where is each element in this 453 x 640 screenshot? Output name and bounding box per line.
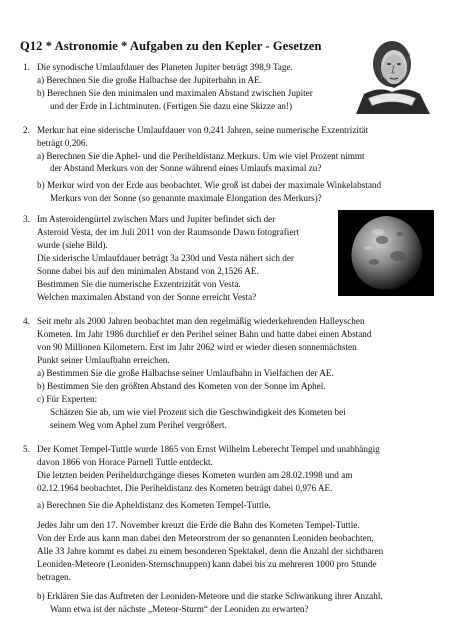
vesta-asteroid-image [338, 210, 434, 296]
section-4-line-4: Punkt seiner Umlaufbahn erreichen. [37, 355, 170, 365]
section-3-line-6: Bestimmen Sie die numerische Exzentrizität von Vesta. [37, 279, 241, 289]
section-2-line-6: Merkurs von der Sonne (so genannte maximale Elongation des Merkurs)? [50, 193, 322, 203]
section-4-line-8: Schätzen Sie ab, um wie viel Prozent sich die Geschwindigkeit des Kometen bei [50, 407, 346, 417]
section-4-line-3: von 90 Millionen Kilometern. Erst im Jahr 2062 wird er wieder diesen sonnennächsten [37, 342, 357, 352]
section-5-line-10: betragen. [37, 572, 71, 582]
section-2-number: 2. [23, 125, 30, 135]
section-3-line-7: Welchen maximalen Abstand von der Sonne erreicht Vesta? [37, 292, 257, 302]
section-4-line-5: a) Bestimmen Sie die große Halbachse seiner Umlaufbahn in Vielfachen der AE. [37, 368, 334, 378]
section-5-line-11: b) Erklären Sie das Auftreten der Leoniden-Meteore und die starke Schwankung ihrer Anzahl. [37, 591, 383, 601]
section-5-line-8: Alle 33 Jahre kommt es dabei zu einem besonderen Spektakel, denn die Anzahl der sichtbaren [37, 546, 384, 556]
section-5-line-5: a) Berechnen Sie die Apheldistanz des Kometen Tempel-Tuttle. [37, 500, 271, 510]
section-3-line-3: wurde (siehe Bild). [37, 240, 108, 250]
section-5-line-9: Leoniden-Meteore (Leoniden-Sternschnuppen) kann dabei bis zu mehreren 1000 pro Stunde [37, 559, 377, 569]
section-5-number: 5. [23, 444, 30, 454]
section-3-number: 3. [23, 214, 30, 224]
section-5-line-1: Der Komet Tempel-Tuttle wurde 1865 von Ernst Wilhelm Leberecht Tempel und unabhängig [37, 444, 380, 454]
section-4-line-6: b) Bestimmen Sie den größten Abstand des Kometen von der Sonne im Aphel. [37, 381, 326, 391]
section-5-line-12: Wann etwa ist der nächste „Meteor-Sturm“ der Leoniden zu erwarten? [50, 604, 309, 614]
section-1-line-3: b) Berechnen Sie den minimalen und maximalen Abstand zwischen Jupiter [37, 88, 313, 98]
section-5-line-2: davon 1866 von Horace Parnell Tuttle entdeckt. [37, 457, 213, 467]
section-3-line-4: Die siderische Umlaufdauer beträgt 3a 230d und Vesta nähert sich der [37, 253, 294, 263]
section-3-line-5: Sonne dabei bis auf den minimalen Abstand von 2,1526 AE. [37, 266, 259, 276]
section-5-line-6: Jedes Jahr um den 17. November kreuzt die Erde die Bahn des Kometen Tempel-Tuttle. [37, 520, 360, 530]
section-5-line-3: Die letzten beiden Periheldurchgänge dieses Kometen wurden am 28.02.1998 und am [37, 470, 353, 480]
worksheet-title: Q12 * Astronomie * Aufgaben zu den Kepler - Gesetzen [20, 39, 322, 53]
section-3-line-1: Im Asteroidengürtel zwischen Mars und Jupiter befindet sich der [37, 214, 276, 224]
section-4-line-9: seinem Weg vom Aphel zum Perihel vergrößert. [50, 420, 227, 430]
section-2-line-3: a) Berechnen Sie die Aphel- und die Periheldistanz Merkurs. Um wie viel Prozent nimmt [37, 151, 365, 161]
kepler-portrait-image [350, 36, 434, 114]
section-4-line-2: Kometen. Im Jahr 1986 durchlief er den Perihel seiner Bahn und hatte dabei einen Abstand [37, 329, 372, 339]
section-2-line-1: Merkur hat eine siderische Umlaufdauer von 0,241 Jahren, seine numerische Exzentrizität [37, 125, 369, 135]
section-1-line-1: Die synodische Umlaufdauer des Planeten Jupiter beträgt 398,9 Tage. [37, 62, 293, 72]
section-1-line-4: und der Erde in Lichtminuten. (Fertigen Sie dazu eine Skizze an!) [50, 101, 293, 111]
section-1-number: 1. [23, 62, 30, 72]
section-4-line-1: Seit mehr als 2000 Jahren beobachtet man den regelmäßig wiederkehrenden Halleyschen [37, 316, 365, 326]
section-2-line-2: beträgt 0,206. [37, 138, 88, 148]
section-4-number: 4. [23, 316, 30, 326]
section-1-line-2: a) Berechnen Sie die große Halbachse der Jupiterbahn in AE. [37, 75, 263, 85]
section-5-line-4: 02.12.1964 beobachtet. Die Periheldistanz des Kometen beträgt dabei 0,976 AE. [37, 483, 333, 493]
section-5-line-7: Von der Erde aus kann man dabei den Meteorstrom der so genannten Leoniden beobachten. [37, 533, 374, 543]
section-2-line-5: b) Merkur wird von der Erde aus beobachtet. Wie groß ist dabei der maximale Winkelabstand [37, 180, 382, 190]
section-4-line-7: c) Für Experten: [37, 394, 98, 404]
section-2-line-4: der Abstand Merkurs von der Sonne während eines Umlaufs maximal zu? [50, 163, 322, 173]
section-3-line-2: Asteroid Vesta, der im Juli 2011 von der Raumsonde Dawn fotografiert [37, 227, 300, 237]
